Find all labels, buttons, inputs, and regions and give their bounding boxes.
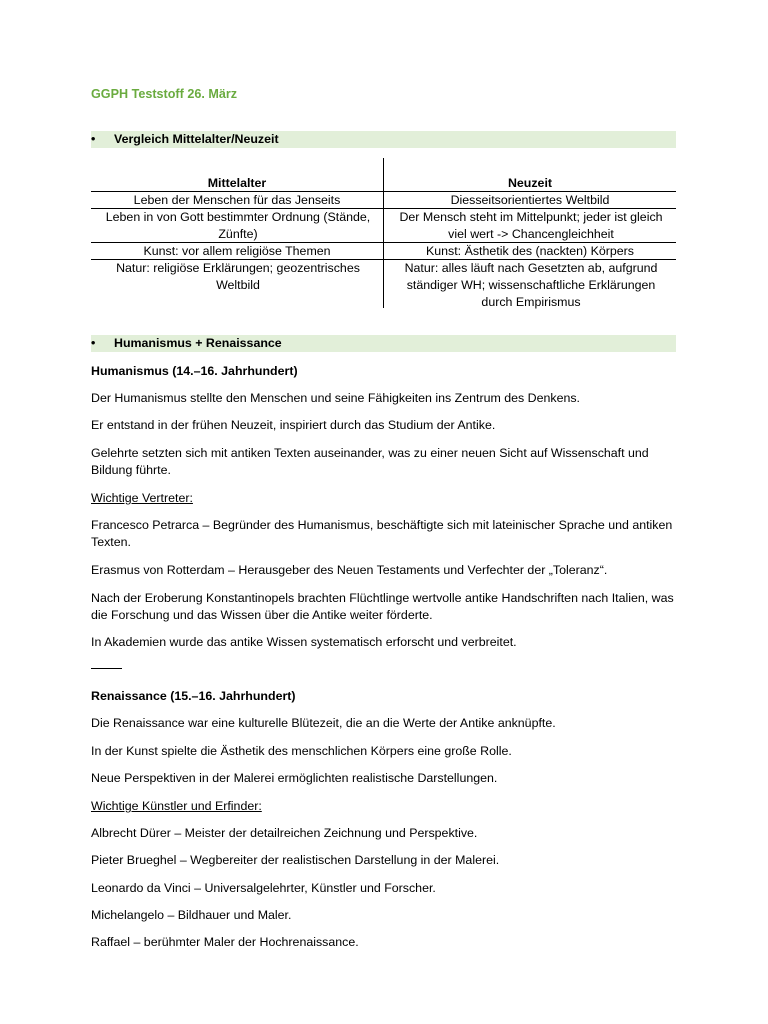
list-item: Pieter Brueghel – Wegbereiter der realistischen Darstellung in der Malerei. — [91, 853, 500, 867]
humanismus-heading: Humanismus (14.–16. Jahrhundert) — [91, 364, 298, 378]
paragraph: Die Renaissance war eine kulturelle Blütezeit, die an die Werte der Antike anknüpfte. — [91, 716, 556, 730]
bullet-icon: • — [91, 132, 96, 146]
table-cell: Leben der Menschen für das Jenseits — [133, 193, 341, 207]
table-cell: Kunst: Ästhetik des (nackten) Körpers — [426, 244, 634, 258]
list-item: In Akademien wurde das antike Wissen systematisch erforscht und verbreitet. — [91, 635, 517, 649]
table-cell: Natur: alles läuft nach Gesetzten ab, aufgrund ständiger WH; wissenschaftliche Erklärungen durch Empirismus — [404, 261, 658, 309]
paragraph: Er entstand in der frühen Neuzeit, inspiriert durch das Studium der Antike. — [91, 418, 496, 432]
renaissance-heading: Renaissance (15.–16. Jahrhundert) — [91, 689, 296, 703]
section-heading-comparison — [91, 131, 676, 148]
list-item: Raffael – berühmter Maler der Hochrenaissance. — [91, 935, 359, 949]
table-cell: Diesseitsorientiertes Weltbild — [450, 193, 610, 207]
table-header-neuzeit: Neuzeit — [507, 176, 553, 190]
list-item: Francesco Petrarca – Begründer des Humanismus, beschäftigte sich mit lateinischer Sprache und antiken Texten. — [91, 518, 673, 549]
paragraph: Gelehrte setzten sich mit antiken Texten auseinander, was zu einer neuen Sicht auf Wissenschaft und Bildung führte. — [91, 446, 649, 477]
section-heading-text: Humanismus + Renaissance — [114, 336, 282, 350]
separator-line — [91, 668, 122, 669]
paragraph: Neue Perspektiven in der Malerei ermöglichten realistische Darstellungen. — [91, 771, 498, 785]
table-cell: Leben in von Gott bestimmter Ordnung (Stände, Zünfte) — [105, 210, 371, 241]
table-cell: Der Mensch steht im Mittelpunkt; jeder ist gleich viel wert -> Chancengleichheit — [399, 210, 663, 241]
paragraph: Der Humanismus stellte den Menschen und seine Fähigkeiten ins Zentrum des Denkens. — [91, 391, 580, 405]
list-item: Albrecht Dürer – Meister der detailreichen Zeichnung und Perspektive. — [91, 826, 478, 840]
table-cell: Natur: religiöse Erklärungen; geozentrisches Weltbild — [116, 261, 360, 292]
paragraph: In der Kunst spielte die Ästhetik des menschlichen Körpers eine große Rolle. — [91, 744, 512, 758]
list-item: Leonardo da Vinci – Universalgelehrter, Künstler und Forscher. — [91, 881, 436, 895]
document-title: GGPH Teststoff 26. März — [91, 87, 238, 101]
table-header-mittelalter: Mittelalter — [207, 176, 267, 190]
kuenstler-subheading: Wichtige Künstler und Erfinder: — [91, 799, 262, 813]
section-heading-humanismus-renaissance — [91, 335, 676, 352]
list-item: Nach der Eroberung Konstantinopels brachten Flüchtlinge wertvolle antike Handschriften nach Italien, was die Forschung und das Wissen über die Antike weiter förderte. — [91, 591, 674, 622]
list-item: Erasmus von Rotterdam – Herausgeber des Neuen Testaments und Verfechter der „Toleranz“. — [91, 563, 608, 577]
table-cell: Kunst: vor allem religiöse Themen — [143, 244, 331, 258]
bullet-icon: • — [91, 336, 96, 350]
list-item: Michelangelo – Bildhauer und Maler. — [91, 908, 292, 922]
section-heading-text: Vergleich Mittelalter/Neuzeit — [114, 132, 279, 146]
vertreter-subheading: Wichtige Vertreter: — [91, 491, 193, 505]
